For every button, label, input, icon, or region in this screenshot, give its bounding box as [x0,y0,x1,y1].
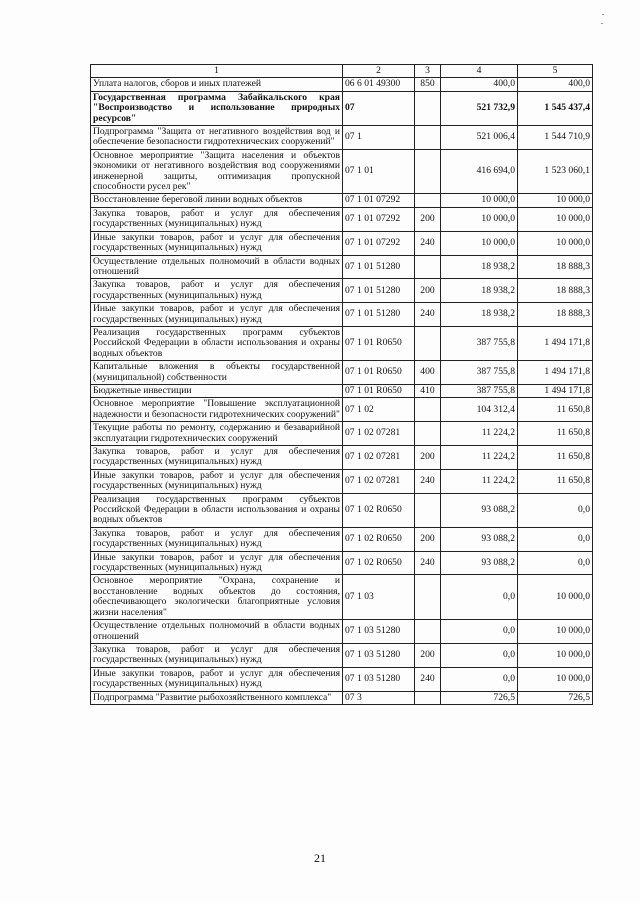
row-name: Иные закупки товаров, работ и услуг для обеспечения государственных (муниципальных) нужд [91,469,343,493]
row-expense-type: 200 [415,207,441,231]
table-body [91,78,593,705]
row-code: 07 1 01 51280 [343,279,415,303]
row-amount-col4: 416 694,0 [441,149,518,194]
row-name: Бюджетные инвестиции [91,384,343,397]
row-amount-col5: 10 000,0 [518,620,593,644]
row-amount-col5: 18 888,3 [518,303,593,327]
row-amount-col5: 1 494 171,8 [518,384,593,397]
table-row [91,493,593,527]
row-amount-col4: 93 088,2 [441,551,518,575]
row-expense-type: 200 [415,279,441,303]
table-row [91,91,593,125]
row-expense-type [415,691,441,704]
row-amount-col5: 11 650,8 [518,422,593,446]
row-amount-col5: 1 545 437,4 [518,91,593,125]
row-name: Подпрограмма "Развитие рыбохозяйственного комплекса" [91,691,343,704]
row-amount-col4: 18 938,2 [441,303,518,327]
table-row [91,207,593,231]
row-code: 07 3 [343,691,415,704]
row-amount-col4: 726,5 [441,691,518,704]
table-row [91,78,593,91]
header-col-3: 3 [415,65,441,78]
table-row [91,575,593,620]
page-number: 21 [314,851,326,865]
table-row [91,422,593,446]
row-code: 07 1 02 R0650 [343,551,415,575]
row-amount-col4: 521 006,4 [441,126,518,150]
row-expense-type: 240 [415,667,441,691]
row-code: 06 6 01 49300 [343,78,415,91]
row-amount-col4: 0,0 [441,620,518,644]
row-name: Иные закупки товаров, работ и услуг для обеспечения государственных (муниципальных) нужд [91,667,343,691]
row-code: 07 1 02 R0650 [343,527,415,551]
row-name: Подпрограмма "Защита от негативного воздействия вод и обеспечение безопасности гидротехнических сооружений" [91,126,343,150]
row-code: 07 1 02 07281 [343,446,415,470]
row-amount-col5: 1 494 171,8 [518,361,593,385]
row-expense-type: 240 [415,303,441,327]
table-row [91,255,593,279]
row-name: Основное мероприятие "Повышение эксплуатационной надежности и безопасности гидротехнических сооружений" [91,398,343,422]
row-amount-col5: 11 650,8 [518,446,593,470]
row-amount-col5: 11 650,8 [518,469,593,493]
row-code: 07 1 01 [343,149,415,194]
row-amount-col4: 400,0 [441,78,518,91]
table-row [91,326,593,360]
row-amount-col5: 726,5 [518,691,593,704]
row-amount-col5: 18 888,3 [518,279,593,303]
row-amount-col5: 1 523 060,1 [518,149,593,194]
row-amount-col4: 10 000,0 [441,194,518,207]
row-name: Закупка товаров, работ и услуг для обеспечения государственных (муниципальных) нужд [91,527,343,551]
table-header-row [91,65,593,78]
scan-speck [602,14,604,15]
row-amount-col4: 18 938,2 [441,255,518,279]
row-name: Закупка товаров, работ и услуг для обеспечения государственных (муниципальных) нужд [91,643,343,667]
row-expense-type: 850 [415,78,441,91]
row-code: 07 1 01 07292 [343,207,415,231]
table-row [91,149,593,194]
row-code: 07 1 01 51280 [343,255,415,279]
row-amount-col5: 0,0 [518,493,593,527]
table-row [91,384,593,397]
row-name: Закупка товаров, работ и услуг для обеспечения государственных (муниципальных) нужд [91,207,343,231]
row-code: 07 1 [343,126,415,150]
row-amount-col5: 1 494 171,8 [518,326,593,360]
row-amount-col4: 93 088,2 [441,527,518,551]
row-code: 07 1 01 R0650 [343,384,415,397]
row-amount-col5: 10 000,0 [518,207,593,231]
table-row [91,551,593,575]
row-code: 07 1 01 R0650 [343,326,415,360]
row-code: 07 1 03 51280 [343,643,415,667]
row-expense-type [415,326,441,360]
row-expense-type: 240 [415,551,441,575]
row-expense-type [415,91,441,125]
table-row [91,361,593,385]
row-amount-col5: 11 650,8 [518,398,593,422]
row-name: Иные закупки товаров, работ и услуг для обеспечения государственных (муниципальных) нужд [91,551,343,575]
row-expense-type: 240 [415,469,441,493]
row-code: 07 1 01 07292 [343,231,415,255]
table-row [91,691,593,704]
table-row [91,446,593,470]
row-name: Осуществление отдельных полномочий в области водных отношений [91,255,343,279]
row-amount-col4: 10 000,0 [441,207,518,231]
header-col-5: 5 [518,65,593,78]
row-amount-col4: 0,0 [441,575,518,620]
table-row [91,126,593,150]
row-code: 07 1 01 07292 [343,194,415,207]
row-name: Государственная программа Забайкальского края "Воспроизводство и использование природных ресурсов" [91,91,343,125]
table-row [91,643,593,667]
row-name: Реализация государственных программ субъектов Российской Федерации в области использования и охраны водных объектов [91,493,343,527]
row-expense-type [415,149,441,194]
table-row [91,469,593,493]
table-row [91,527,593,551]
row-name: Реализация государственных программ субъектов Российской Федерации в области использования и охраны водных объектов [91,326,343,360]
row-amount-col4: 387 755,8 [441,361,518,385]
row-amount-col4: 11 224,2 [441,469,518,493]
row-amount-col5: 1 544 710,9 [518,126,593,150]
table-row [91,667,593,691]
row-code: 07 1 02 07281 [343,422,415,446]
row-name: Уплата налогов, сборов и иных платежей [91,78,343,91]
budget-table [90,64,593,705]
row-code: 07 1 02 R0650 [343,493,415,527]
row-amount-col5: 0,0 [518,527,593,551]
row-code: 07 1 01 51280 [343,303,415,327]
header-col-4: 4 [441,65,518,78]
row-expense-type [415,422,441,446]
row-amount-col4: 93 088,2 [441,493,518,527]
row-name: Восстановление береговой линии водных объектов [91,194,343,207]
table-row [91,279,593,303]
row-amount-col5: 0,0 [518,551,593,575]
row-amount-col4: 104 312,4 [441,398,518,422]
row-name: Основное мероприятие "Охрана, сохранение и восстановление водных объектов до состояния, обеспечивающего экологически благоприятные условия жизни населения" [91,575,343,620]
header-col-2: 2 [343,65,415,78]
row-amount-col4: 521 732,9 [441,91,518,125]
row-expense-type [415,126,441,150]
row-amount-col5: 10 000,0 [518,667,593,691]
scan-speck [601,23,603,24]
header-col-1: 1 [91,65,343,78]
table-row [91,194,593,207]
table-row [91,620,593,644]
table-row [91,398,593,422]
row-name: Осуществление отдельных полномочий в области водных отношений [91,620,343,644]
row-expense-type [415,194,441,207]
row-code: 07 1 03 51280 [343,667,415,691]
row-amount-col5: 400,0 [518,78,593,91]
row-expense-type: 200 [415,446,441,470]
row-expense-type: 200 [415,527,441,551]
row-amount-col5: 10 000,0 [518,231,593,255]
row-code: 07 1 03 [343,575,415,620]
row-code: 07 1 01 R0650 [343,361,415,385]
row-amount-col5: 10 000,0 [518,575,593,620]
row-amount-col4: 18 938,2 [441,279,518,303]
row-expense-type: 410 [415,384,441,397]
row-amount-col4: 0,0 [441,667,518,691]
row-name: Основное мероприятие "Защита населения и объектов экономики от негативного воздействия вод сооружениями инженерной защиты, оптимизация пропускной способности русел рек" [91,149,343,194]
row-amount-col5: 10 000,0 [518,194,593,207]
row-expense-type: 200 [415,643,441,667]
row-code: 07 1 02 07281 [343,469,415,493]
row-code: 07 1 03 51280 [343,620,415,644]
row-name: Закупка товаров, работ и услуг для обеспечения государственных (муниципальных) нужд [91,446,343,470]
row-expense-type [415,398,441,422]
row-amount-col4: 10 000,0 [441,231,518,255]
row-name: Иные закупки товаров, работ и услуг для обеспечения государственных (муниципальных) нужд [91,231,343,255]
row-amount-col5: 10 000,0 [518,643,593,667]
row-expense-type: 240 [415,231,441,255]
row-expense-type [415,255,441,279]
row-name: Капитальные вложения в объекты государственной (муниципальной) собственности [91,361,343,385]
row-amount-col4: 0,0 [441,643,518,667]
row-expense-type: 400 [415,361,441,385]
row-code: 07 1 02 [343,398,415,422]
row-code: 07 [343,91,415,125]
row-amount-col4: 11 224,2 [441,422,518,446]
table-row [91,303,593,327]
row-amount-col4: 387 755,8 [441,384,518,397]
row-expense-type [415,493,441,527]
row-expense-type [415,575,441,620]
row-name: Текущие работы по ремонту, содержанию и безаварийной эксплуатации гидротехнических сооружений [91,422,343,446]
table-row [91,231,593,255]
row-expense-type [415,620,441,644]
row-name: Иные закупки товаров, работ и услуг для обеспечения государственных (муниципальных) нужд [91,303,343,327]
row-amount-col4: 387 755,8 [441,326,518,360]
row-amount-col5: 18 888,3 [518,255,593,279]
row-amount-col4: 11 224,2 [441,446,518,470]
row-name: Закупка товаров, работ и услуг для обеспечения государственных (муниципальных) нужд [91,279,343,303]
